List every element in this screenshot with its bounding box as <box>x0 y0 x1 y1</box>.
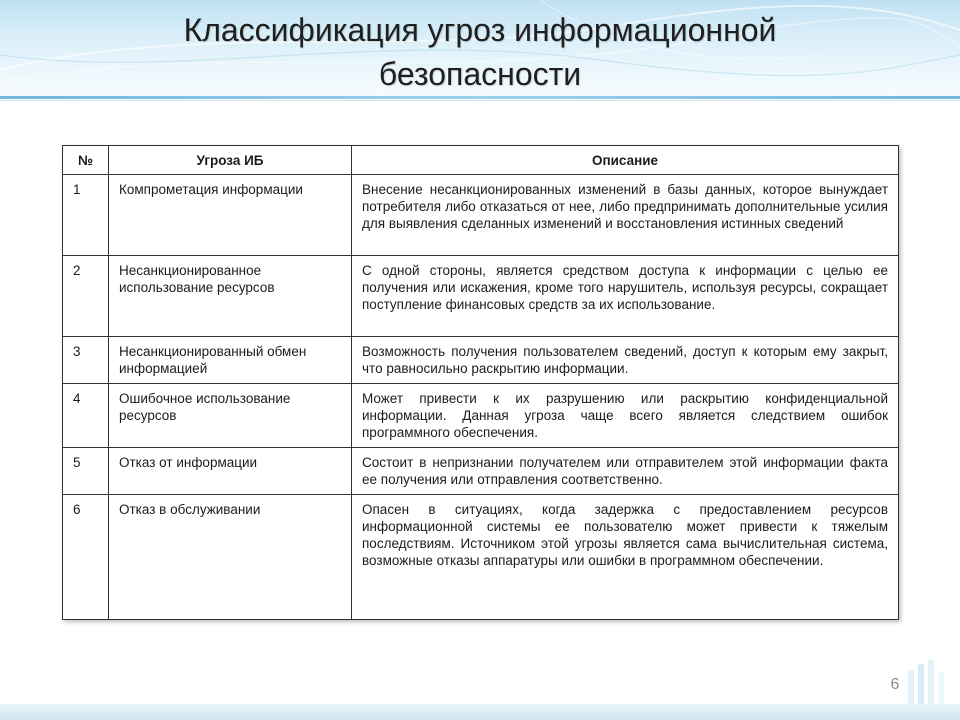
row-description: Может привести к их разрушению или раскрытию конфиденциальной информации. Данная угроза чаще всего является следствием ошибок программного обеспечения. <box>352 384 899 448</box>
threats-table <box>62 145 899 620</box>
table-row <box>63 175 899 256</box>
table-row <box>63 384 899 448</box>
slide-header <box>0 0 960 96</box>
table-row <box>63 448 899 495</box>
row-threat: Отказ в обслуживании <box>109 495 352 620</box>
row-threat: Компрометация информации <box>109 175 352 256</box>
row-number: 6 <box>63 495 109 620</box>
row-threat: Несанкционированное использование ресурсов <box>109 256 352 337</box>
header-threat: Угроза ИБ <box>109 146 352 175</box>
row-description: Состоит в непризнании получателем или отправителем этой информации факта ее получения или отправления соответственно. <box>352 448 899 495</box>
table-header-row <box>63 146 899 175</box>
row-description: С одной стороны, является средством доступа к информации с целью ее получения или искажения, кроме того нарушитель, используя ресурсы, сокращает поступление финансовых средств за их использование. <box>352 256 899 337</box>
row-threat: Ошибочное использование ресурсов <box>109 384 352 448</box>
table-row <box>63 337 899 384</box>
row-description: Возможность получения пользователем сведений, доступ к которым ему закрыт, что равносильно раскрытию информации. <box>352 337 899 384</box>
slide-title: Классификация угроз информационной безопасности <box>183 12 777 92</box>
row-number: 5 <box>63 448 109 495</box>
row-threat: Отказ от информации <box>109 448 352 495</box>
header-divider <box>0 96 960 99</box>
row-number: 2 <box>63 256 109 337</box>
row-number: 3 <box>63 337 109 384</box>
page-number: 6 <box>890 676 900 693</box>
row-threat: Несанкционированный обмен информацией <box>109 337 352 384</box>
row-number: 1 <box>63 175 109 256</box>
row-number: 4 <box>63 384 109 448</box>
table-row <box>63 256 899 337</box>
header-description: Описание <box>352 146 899 175</box>
row-description: Опасен в ситуациях, когда задержка с предоставлением ресурсов информационной системы ее пользователю может привести к тяжелым последствиям. Источником этой угрозы является сама вычислительная система, возможные отказы аппаратуры или ошибки в программном обеспечении. <box>352 495 899 620</box>
row-description: Внесение несанкционированных изменений в базы данных, которое вынуждает потребителя либо отказаться от нее, либо предпринимать дополнительные усилия для выявления сделанных изменений и восстановления истинных сведений <box>352 175 899 256</box>
threats-table-container <box>62 145 898 620</box>
footer-band <box>0 704 960 720</box>
table-row <box>63 495 899 620</box>
header-divider-thin <box>0 100 960 101</box>
header-num: № <box>63 146 109 175</box>
